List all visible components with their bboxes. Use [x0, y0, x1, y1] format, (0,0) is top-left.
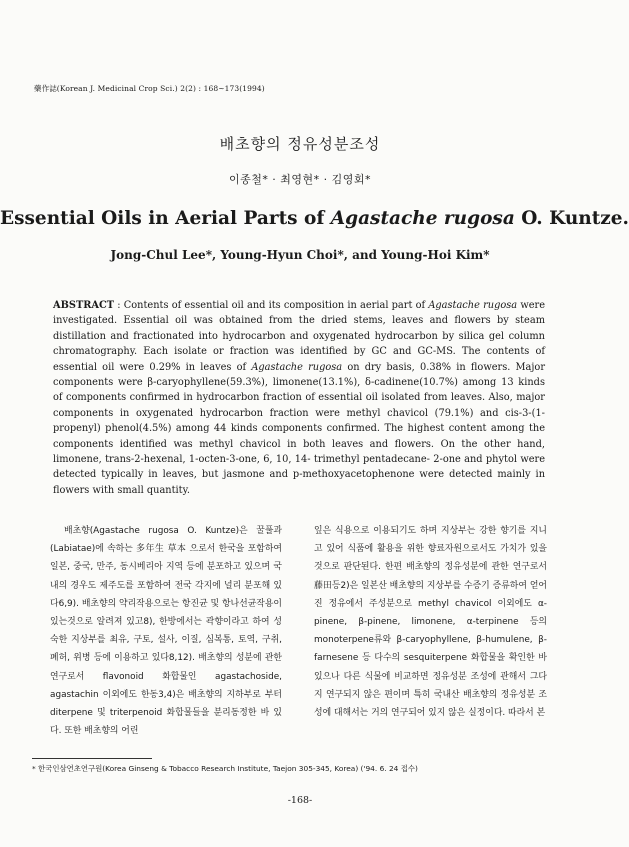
abstract-label: ABSTRACT [53, 300, 115, 311]
english-authors: Jong-Chul Lee*, Young-Hyun Choi*, and Young-Hoi Kim* [110, 248, 490, 262]
english-title-main: Essential Oils in Aerial Parts of [0, 208, 331, 229]
english-title-suffix: O. Kuntze. [514, 208, 629, 229]
body-column-left: 배초향(Agastache rugosa O. Kuntze)은 꿀풀과(Labiatae)에 속하는 多年生 草本 으로서 한국을 포함하여 일본, 중국, 만주, 동시베리아 지역 등에 분포하고 있으며 국내의 경우도 제주도를 포함하여 전국 각지에 널리 분포해 있다6,9). 배초향의 약리작용으로는 항진균 및 항나선균작용이 있는것으로 알려져 있고8), 한방에서는 곽향이라고 하여 성숙한 지상부를 최유, 구토, 설사, 이질, 심복통, 토역, 구취, 폐허, 위병 등에 이용하고 있다8,12). 배초향의 성분에 관한 연구로서 flavonoid 화합물인 agastachoside, agastachin 이외에도 한동3,4)은 배초향의 지하부로 부터 diterpene 및 triterpenoid 화합물들을 분리동정한 바 있다. 또한 배초향의 어린 [50, 526, 282, 737]
english-title-species: Agastache rugosa [330, 208, 515, 229]
footnote: * 한국인삼연초연구원(Korea Ginseng & Tobacco Research Institute, Taejon 305-345, Korea) ('94. 6. 24 접수) [32, 764, 418, 773]
footnote-divider [32, 758, 152, 759]
abstract [53, 298, 545, 498]
journal-citation: 藥作誌(Korean J. Medicinal Crop Sci.) 2(2) : 168~173(1994) [34, 84, 265, 93]
abstract-text-1: : Contents of essential oil and its composition in aerial part of [114, 300, 429, 311]
abstract-species-2: Agastache rugosa [251, 361, 343, 373]
page-number: -168- [287, 795, 313, 806]
abstract-species-1: Agastache rugosa [428, 300, 518, 311]
korean-authors: 이종철* · 최영현* · 김영회* [228, 173, 372, 186]
korean-title: 배초향의 정유성분조성 [219, 135, 381, 153]
english-title [0, 208, 629, 229]
body-column-right: 잎은 식용으로 이용되기도 하며 지상부는 강한 향기를 지니고 있어 식품에 활용을 위한 향료자원으로서도 가치가 있을것으로 판단된다. 한편 배초향의 정유성분에 관한 연구로서 藤田등2)은 일본산 배초향의 지상부를 수증기 증류하여 얻어진 정유에서 주성분으로 methyl chavicol 이외에도 α-pinene, β-pinene, limonene, α-terpinene 등의 monoterpene류와 β-caryophyllene, β-humulene, β-farnesene 등 다수의 sesquiterpene 화합물을 확인한 바 있으나 다른 식물에 비교하면 정유성분 조성에 관해서 그다지 연구되지 않은 편이며 특히 국내산 배초향의 정유성분 조성에 대해서는 거의 연구되어 있지 않은 실정이다. 따라서 본 [314, 526, 547, 719]
abstract-text-3: on dry basis, 0.38% in flowers. Major components were β-caryophyllene(59.3%), limonene(13.1%), δ-cadinene(10.7%) among 13 kinds of components confirmed in hydrocarbon fraction of essential oil isolated from leaves. Also, major components in oxygenated hydrocarbon fraction were methyl chavicol (79.1%) and cis-3-(1-propenyl) phenol(4.5%) among 44 kinds components confirmed. The highest content among the components identified was methyl chavicol in both leaves and flowers. On the other hand, limonene, trans-2-hexenal, 1-octen-3-one, 6, 10, 14- trimethyl pentadecane- 2-one and phytol were detected typically in leaves, but jasmone and p-methoxyacetophenone were detected mainly in flowers with small quantity. [53, 361, 546, 496]
abstract-text-2: were investigated. Essential oil was obtained from the dried stems, leaves and flowers by steam distillation and fractionated into hydrocarbon and oxygenated hydrocarbon by silica gel column chromatography. Each isolate or fraction was identified by GC and GC-MS. The contents of essential oil were 0.29% in leaves of [53, 300, 546, 373]
